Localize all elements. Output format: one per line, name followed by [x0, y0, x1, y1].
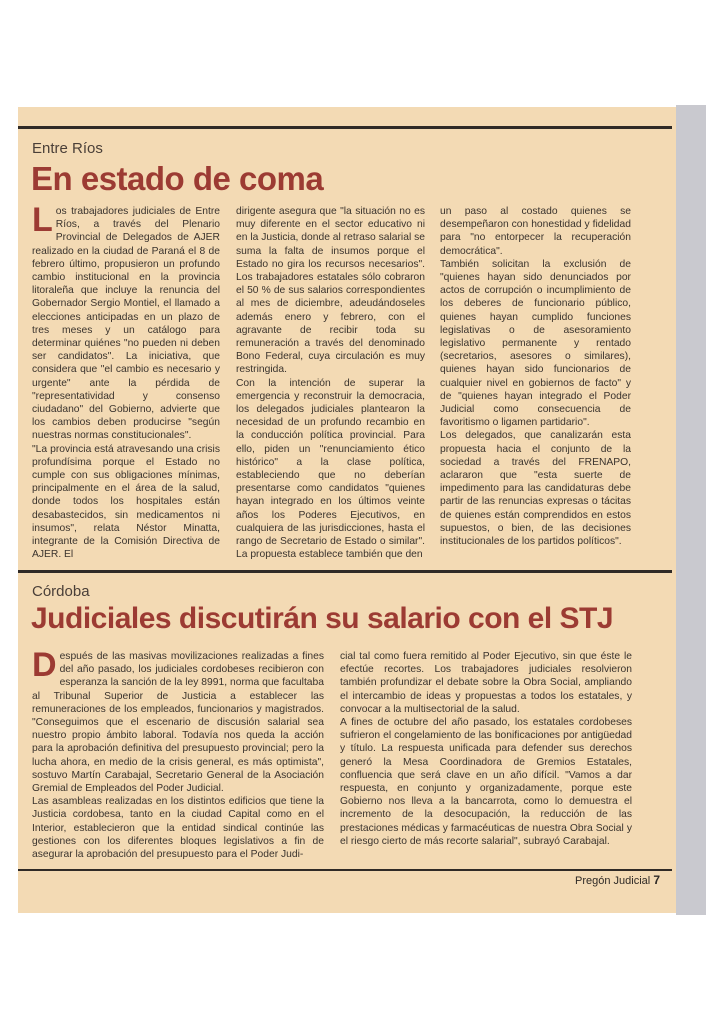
dropcap-l: L: [32, 205, 53, 239]
article1-paragraph-4: Con la intención de superar la emergencia y reconstruir la democracia, los delegados judiciales plantearon la necesidad de un profundo recambio en la conducción política provincial. Para ello, piden un "renunciamiento ético histórico" a la clase política, estableciendo que no deberían presentarse como candidatos "quienes hayan integrado en los últimos veinte años los Poderes Ejecutivos, en cualquiera de las jurisdicciones, hasta el rango de Secretario de Estado o similar". La propuesta establece también que den: [236, 377, 425, 561]
article1-paragraph-2: "La provincia está atravesando una crisis profundísima porque el Estado no cumple con sus obligaciones mínimas, principalmente en el área de la salud, donde todos los hospitales están desabastecidos, sin medicamentos ni insumos", relata Néstor Minatta, integrante de la Comisión Directiva de AJER. El: [32, 443, 220, 561]
headline-estado-de-coma: En estado de coma: [31, 160, 324, 197]
article2-paragraph-2: Las asambleas realizadas en los distintos edificios que tiene la Justicia cordobesa, tanto en la ciudad Capital como en el Interior, establecieron que la entidad sindical continúe las gestiones con los diferentes bloques legislativos a fin de asegurar la aprobación del presupuesto para el Poder Judi-: [32, 796, 324, 861]
article2-column-2: [340, 650, 632, 864]
article2-paragraph-4: A fines de octubre del año pasado, los estatales cordobeses sufrieron el congelamiento de las bonificaciones por antigüedad y título. La respuesta unificada para defender sus derechos generó la Mesa Coordinadora de Gremios Estatales, confluencia que será clave en un año difícil. "Vamos a dar respuesta, en conjunto y organizadamente, porque este Gobierno nos lleva a la bancarrota, como lo demuestra el incremento de la desocupación, la reducción de las prestaciones médicas y farmacéuticas de nuestra Obra Social y el riesgo cierto de más recorte salarial", subrayó Carabajal.: [340, 717, 632, 847]
article1-column-3: [440, 205, 631, 563]
dropcap-d: D: [32, 650, 57, 684]
article1-paragraph-3: dirigente asegura que "la situación no es muy diferente en el sector educativo ni en la Justicia, donde al retraso salarial se suma la falta de insumos porque el Estado no gira los recursos necesarios". Los trabajadores estatales sólo cobraron el 50 % de sus salarios correspondientes al mes de diciembre, adeudándoseles además enero y febrero, con el agravante de recibir toda su remuneración a través del denominado Bono Federal, cuya circulación es muy restringida.: [236, 206, 425, 376]
article1-column-1: [32, 205, 220, 563]
page-number: 7: [653, 873, 660, 887]
headline-judiciales-stj: Judiciales discutirán su salario con el STJ: [31, 602, 614, 635]
article2-column-1: [32, 650, 324, 864]
article2-paragraph-3: cial tal como fuera remitido al Poder Ejecutivo, sin que éste le efectúe recortes. Los trabajadores judiciales resolvieron también profundizar el debate sobre la Obra Social, ampliando el intercambio de ideas y propuestas a todos los estatales, y convocar a la multisectorial de la salud.: [340, 651, 632, 715]
publication-name: Pregón Judicial: [575, 875, 651, 887]
scan-edge: [676, 105, 706, 915]
section-entre-rios: Entre Ríos: [32, 140, 103, 157]
section-cordoba: Córdoba: [32, 583, 90, 600]
middle-rule: [18, 570, 672, 573]
page-footer: [520, 873, 660, 887]
bottom-rule: [18, 869, 672, 871]
top-rule: [18, 126, 672, 129]
article1-paragraph-7: Los delegados, que canalizarán esta propuesta hacia el conjunto de la sociedad a través del FRENAPO, aclararon que "esta suerte de impedimento para las candidaturas debe partir de las renuncias expresas o tácitas de quienes están comprendidos en estos supuestos, o bien, de las decisiones institucionales de los partidos políticos".: [440, 430, 631, 548]
article1-paragraph-5: un paso al costado quienes se desempeñaron con honestidad y fidelidad para "no entorpecer la recuperación democrática".: [440, 206, 631, 257]
article1-paragraph-6: También solicitan la exclusión de "quienes hayan sido denunciados por actos de corrupción o incumplimiento de los deberes de funcionario público, quienes hayan cumplido funciones legislativas o de asesoramiento legislativo permanente y rentado (secretarios, asesores o similares), quienes hayan sido funcionarios de cualquier nivel en gobiernos de facto" y de "quienes hayan integrado el Poder Judicial como consecuencia de favoritismo o ligamen partidario".: [440, 258, 631, 429]
article1-column-2: [236, 205, 425, 563]
article1-paragraph-1: os trabajadores judiciales de Entre Ríos, a través del Plenario Provincial de Delegados de AJER realizado en la ciudad de Paraná el 8 de febrero último, propusieron un profundo cambio institucional en la provincia litoraleña que incluye la renuncia del Gobernador Sergio Montiel, el llamado a elecciones anticipadas en un plazo de tres meses y un catálogo para determinar quiénes "no pueden ni deben ser candidatos". La iniciativa, que considera que "el cambio es necesario y urgente" ante la pérdida de "representatividad y consenso ciudadano" del Gobierno, advierte que los cambios deben producirse "según nuestras normas constitucionales".: [32, 206, 220, 442]
article2-paragraph-1: espués de las masivas movilizaciones realizadas a fines del año pasado, los judiciales cordobeses recibieron con esperanza la sanción de la ley 8991, norma que facultaba al Tribunal Superior de Justicia a establecer las remuneraciones de los empleados, funcionarios y magistrados. "Conseguimos que el escenario de discusión salarial sea nuestro propio ámbito laboral. Todavía nos queda la acción para la aprobación definitiva del presupuesto provincial; pero la lucha ahora, en medio de la crisis general, es más optimista", sostuvo Martín Carabajal, Secretario General de la Asociación Gremial de Empleados del Poder Judicial.: [32, 651, 324, 795]
